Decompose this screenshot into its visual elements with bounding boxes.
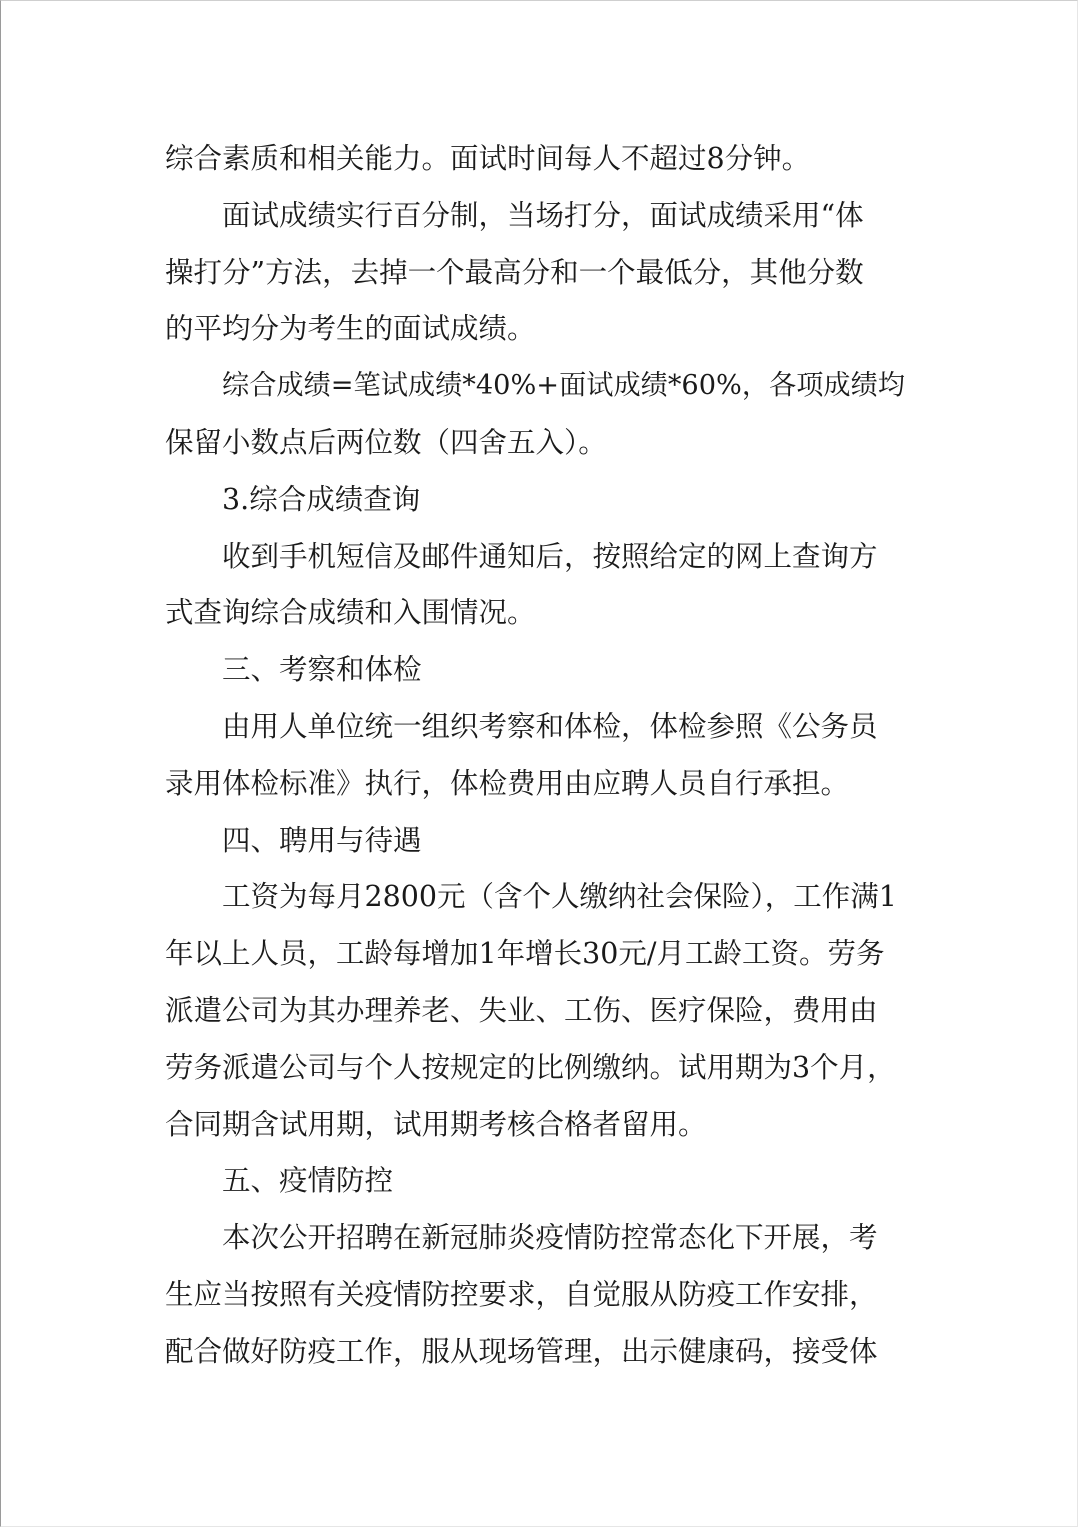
text-line: 劳务派遣公司与个人按规定的比例缴纳。试用期为3个月， [165,1050,896,1084]
text-line: 的平均分为考生的面试成绩。 [165,312,536,346]
text-line: 配合做好防疫工作，服从现场管理，出示健康码，接受体 [165,1334,878,1368]
section-heading: 五、疫情防控 [222,1164,394,1198]
document-body [165,131,905,1381]
text-line: 收到手机短信及邮件通知后，按照给定的网上查询方 [222,539,878,573]
text-line: 式查询综合成绩和入围情况。 [165,596,536,630]
text-line: 由用人单位统一组织考察和体检，体检参照《公务员 [222,709,878,743]
section-heading: 3.综合成绩查询 [222,482,421,516]
text-line: 合同期含试用期，试用期考核合格者留用。 [165,1107,707,1141]
text-line: 工资为每月2800元（含个人缴纳社会保险），工作满1 [222,880,897,914]
text-line: 录用体检标准》执行，体检费用由应聘人员自行承担。 [165,766,850,800]
section-heading: 三、考察和体检 [222,653,422,687]
text-line: 综合成绩=笔试成绩*40%+面试成绩*60%，各项成绩均 [222,370,905,402]
text-line: 保留小数点后两位数（四舍五入）。 [165,425,607,459]
text-line: 操打分”方法，去掉一个最高分和一个最低分，其他分数 [165,255,864,289]
text-line: 年以上人员，工龄每增加1年增长30元/月工龄工资。劳务 [165,937,885,971]
text-line: 派遣公司为其办理养老、失业、工伤、医疗保险，费用由 [165,993,878,1027]
text-line: 本次公开招聘在新冠肺炎疫情防控常态化下开展，考 [222,1221,878,1255]
text-line: 综合素质和相关能力。面试时间每人不超过8分钟。 [165,142,811,175]
section-heading: 四、聘用与待遇 [222,823,422,857]
text-line: 生应当按照有关疫情防控要求，自觉服从防疫工作安排， [165,1277,878,1311]
text-line: 面试成绩实行百分制，当场打分，面试成绩采用“体 [222,198,864,232]
